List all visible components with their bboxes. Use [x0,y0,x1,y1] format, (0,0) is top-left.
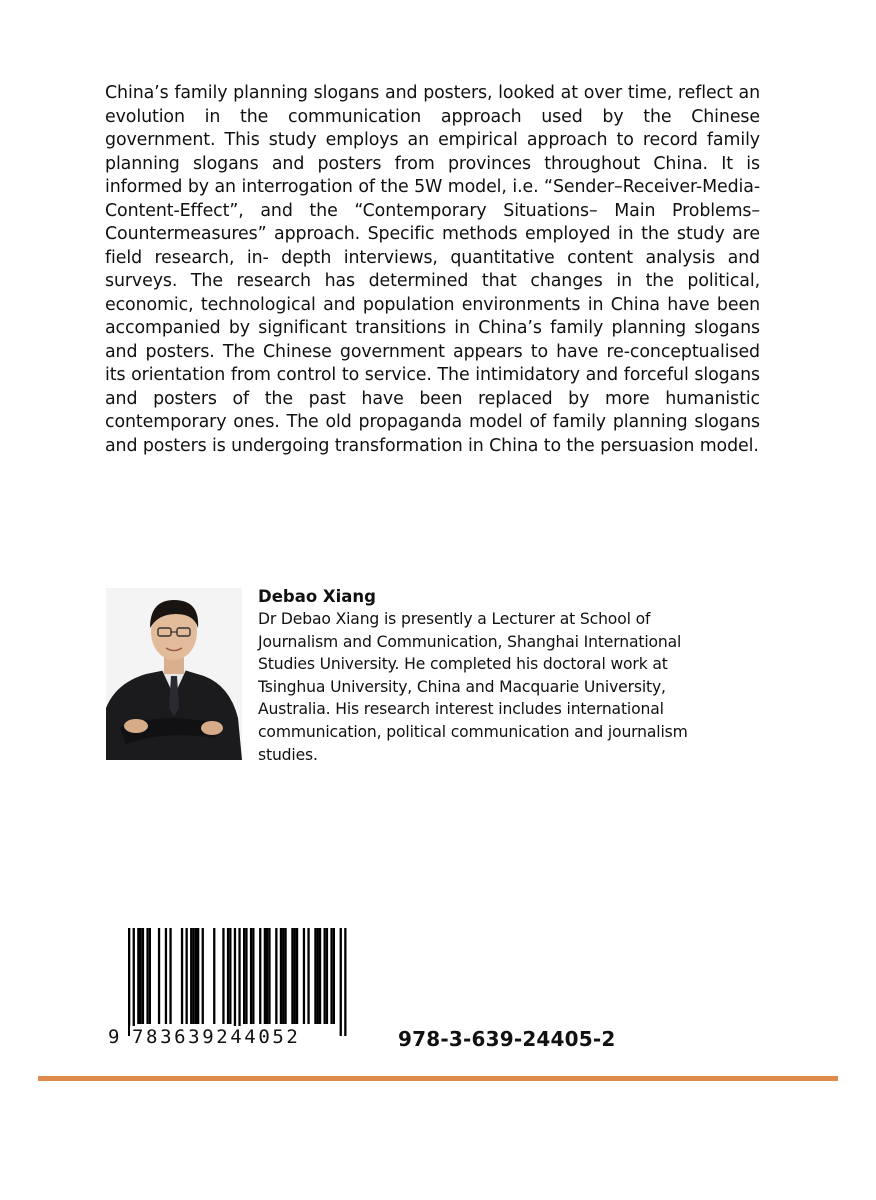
barcode-bar [314,928,316,1024]
barcode-bar [243,928,245,1024]
barcode-bar [344,928,346,1036]
barcode-bar [291,928,293,1024]
barcode-bar [190,928,192,1024]
barcode-bar [234,928,236,1036]
author-photo [106,588,242,760]
abstract-text: China’s family planning slogans and posters, looked at over time, reflect an evolution in the communication approach used by the Chinese government. This study employs an empirical approach to record family planning slogans and posters from provinces throughout China. It is informed by an interrogation of the 5W model, i.e. “Sender–Receiver-Media- Content-Effect”, and the “Contemporary Situations– Main Problems–Countermeasures” approach. Specific methods employed in the study are field research, in- depth interviews, quantitative content analysis and surveys. The research has determined that changes in the political, economic, technological and population environments in China have been accompanied by significant transitions in China’s family planning slogans and posters. The Chinese government appears to have re-conceptualised its orientation from control to service. The intimidatory and forceful slogans and posters of the past have been replaced by more humanistic contemporary ones. The old propaganda model of family planning slogans and posters is undergoing transformation in China to the persuasion model. [105,83,760,456]
barcode-bar [197,928,199,1024]
barcode-bar [307,928,309,1024]
author-name: Debao Xiang [258,587,376,606]
barcode-bar [282,928,284,1024]
barcode-bar [146,928,148,1024]
barcode-bar [324,928,326,1024]
barcode-bar [222,928,224,1024]
barcode-bar [142,928,144,1024]
barcode-bar [259,928,261,1024]
barcode-bar [213,928,215,1024]
barcode-bar [245,928,247,1024]
author-section [258,585,728,766]
barcode-bar [284,928,286,1024]
barcode-bar [140,928,142,1024]
barcode-bar [238,928,240,1036]
barcode-lead-digit: 9 [108,1026,123,1048]
barcode-bar [195,928,197,1024]
barcode-bar [137,928,139,1024]
barcode-bar [280,928,282,1024]
barcode-bar [303,928,305,1024]
barcode-bar [192,928,194,1024]
barcode-bar [202,928,204,1024]
barcode-bar [275,928,277,1024]
barcode [108,928,353,1054]
barcode-bar [149,928,151,1024]
barcode-bar [133,928,135,1036]
barcode-bar [165,928,167,1024]
barcode-bar [186,928,188,1024]
barcode-bar [296,928,298,1024]
barcode-number: 783639244052 [132,1026,301,1048]
isbn-number: 978-3-639-24405-2 [398,1027,616,1051]
barcode-bar [268,928,270,1024]
barcode-bar [319,928,321,1024]
barcode-bar [317,928,319,1024]
barcode-bar [128,928,130,1036]
barcode-bars [108,928,353,1038]
barcode-bar [169,928,171,1024]
barcode-bar [266,928,268,1024]
barcode-bar [326,928,328,1024]
barcode-bar [252,928,254,1024]
author-bio: Dr Debao Xiang is presently a Lecturer at School of Journalism and Communication, Shanghai International Studies University. He completed his doctoral work at Tsinghua University, China and Macquarie University, Australia. His research interest includes international communication, political communication and journalism studies. [258,610,688,764]
barcode-bar [330,928,332,1024]
barcode-bar [250,928,252,1024]
barcode-bar [333,928,335,1024]
barcode-bar [340,928,342,1036]
barcode-bar [227,928,229,1024]
bottom-rule [38,1076,838,1081]
barcode-bar [181,928,183,1024]
barcode-bar [229,928,231,1024]
barcode-bar [294,928,296,1024]
barcode-bar [158,928,160,1024]
barcode-bar [264,928,266,1024]
